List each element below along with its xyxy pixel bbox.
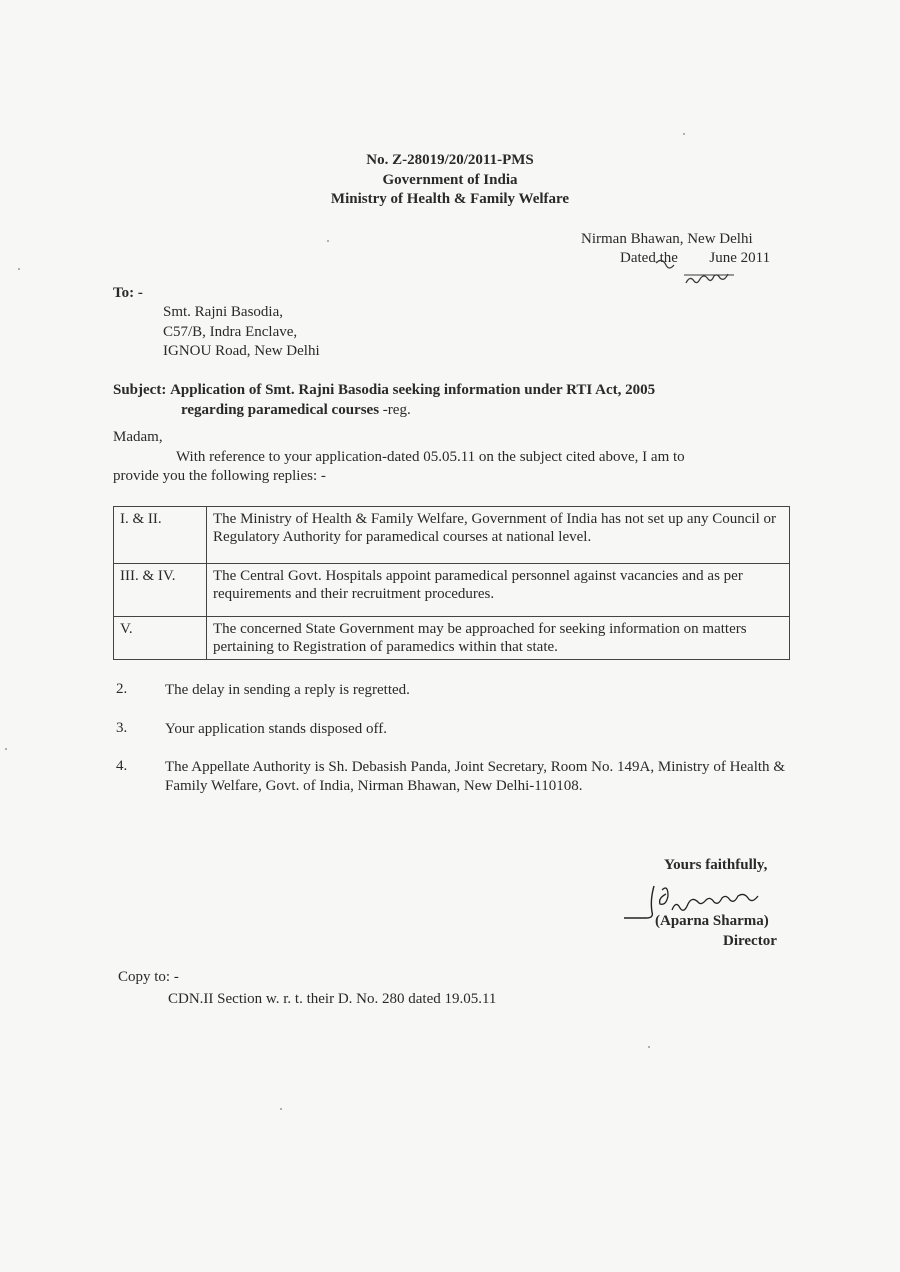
paragraph-number: 3. <box>116 720 128 736</box>
reply-text: The concerned State Government may be approached for seeking information on matters pertaining to Registration of paramedics within that state. <box>207 617 790 660</box>
yours-faithfully: Yours faithfully, <box>664 857 768 873</box>
subject-line1 <box>113 382 655 399</box>
reply-number: III. & IV. <box>114 564 207 617</box>
scan-speck <box>5 748 7 750</box>
intro-line1: With reference to your application-dated 05.05.11 on the subject cited above, I am to <box>176 449 685 465</box>
place: Nirman Bhawan, New Delhi <box>581 231 753 247</box>
scan-speck <box>648 1046 650 1048</box>
signatory-name: (Aparna Sharma) <box>655 913 769 929</box>
subject-text-line1: Application of Smt. Rajni Basodia seeking information under RTI Act, 2005 <box>170 382 656 398</box>
reply-text: The Ministry of Health & Family Welfare, Government of India has not set up any Council or Regulatory Authority for paramedical courses at national level. <box>207 507 790 564</box>
intro-line2: provide you the following replies: - <box>113 468 326 484</box>
dated-prefix: Dated the <box>620 250 678 266</box>
reply-number: I. & II. <box>114 507 207 564</box>
salutation: Madam, <box>113 429 163 445</box>
reply-number: V. <box>114 617 207 660</box>
subject-line2 <box>181 402 411 419</box>
signatory-designation: Director <box>723 933 777 949</box>
scan-speck <box>683 133 685 135</box>
file-number: No. Z-28019/20/2011-PMS <box>366 152 534 168</box>
subject-suffix: -reg. <box>379 402 411 418</box>
reply-text: The Central Govt. Hospitals appoint paramedical personnel against vacancies and as per requirements and their recruitment procedures. <box>207 564 790 617</box>
paragraph-number: 4. <box>116 758 128 774</box>
table-row <box>114 564 790 617</box>
table-row <box>114 507 790 564</box>
ministry-heading: Ministry of Health & Family Welfare <box>330 191 570 207</box>
recipient-address-line2: IGNOU Road, New Delhi <box>163 343 320 359</box>
table-row <box>114 617 790 660</box>
subject-text-line2: regarding paramedical courses <box>181 402 380 418</box>
to-label: To: - <box>113 285 143 301</box>
copy-to-label: Copy to: - <box>118 969 179 985</box>
subject-label: Subject: <box>113 382 167 398</box>
dated-month-year: June 2011 <box>709 250 771 266</box>
scan-speck <box>18 268 20 270</box>
paragraph-text: Your application stands disposed off. <box>165 721 387 737</box>
replies-table <box>113 506 790 660</box>
handwritten-date-mark <box>652 253 752 293</box>
copy-to-text: CDN.II Section w. r. t. their D. No. 280 dated 19.05.11 <box>168 991 497 1007</box>
scan-speck <box>280 1108 282 1110</box>
paragraph-number: 2. <box>116 681 128 697</box>
government-heading: Government of India <box>382 172 518 188</box>
recipient-address-line1: C57/B, Indra Enclave, <box>163 324 298 340</box>
recipient-name: Smt. Rajni Basodia, <box>163 304 283 320</box>
paragraph-text: The Appellate Authority is Sh. Debasish Panda, Joint Secretary, Room No. 149A, Ministry of Health & Family Welfare, Govt. of India, Nirman Bhawan, New Delhi-110108. <box>165 759 785 794</box>
paragraph-text: The delay in sending a reply is regretted. <box>165 682 410 698</box>
scan-speck <box>327 240 329 242</box>
